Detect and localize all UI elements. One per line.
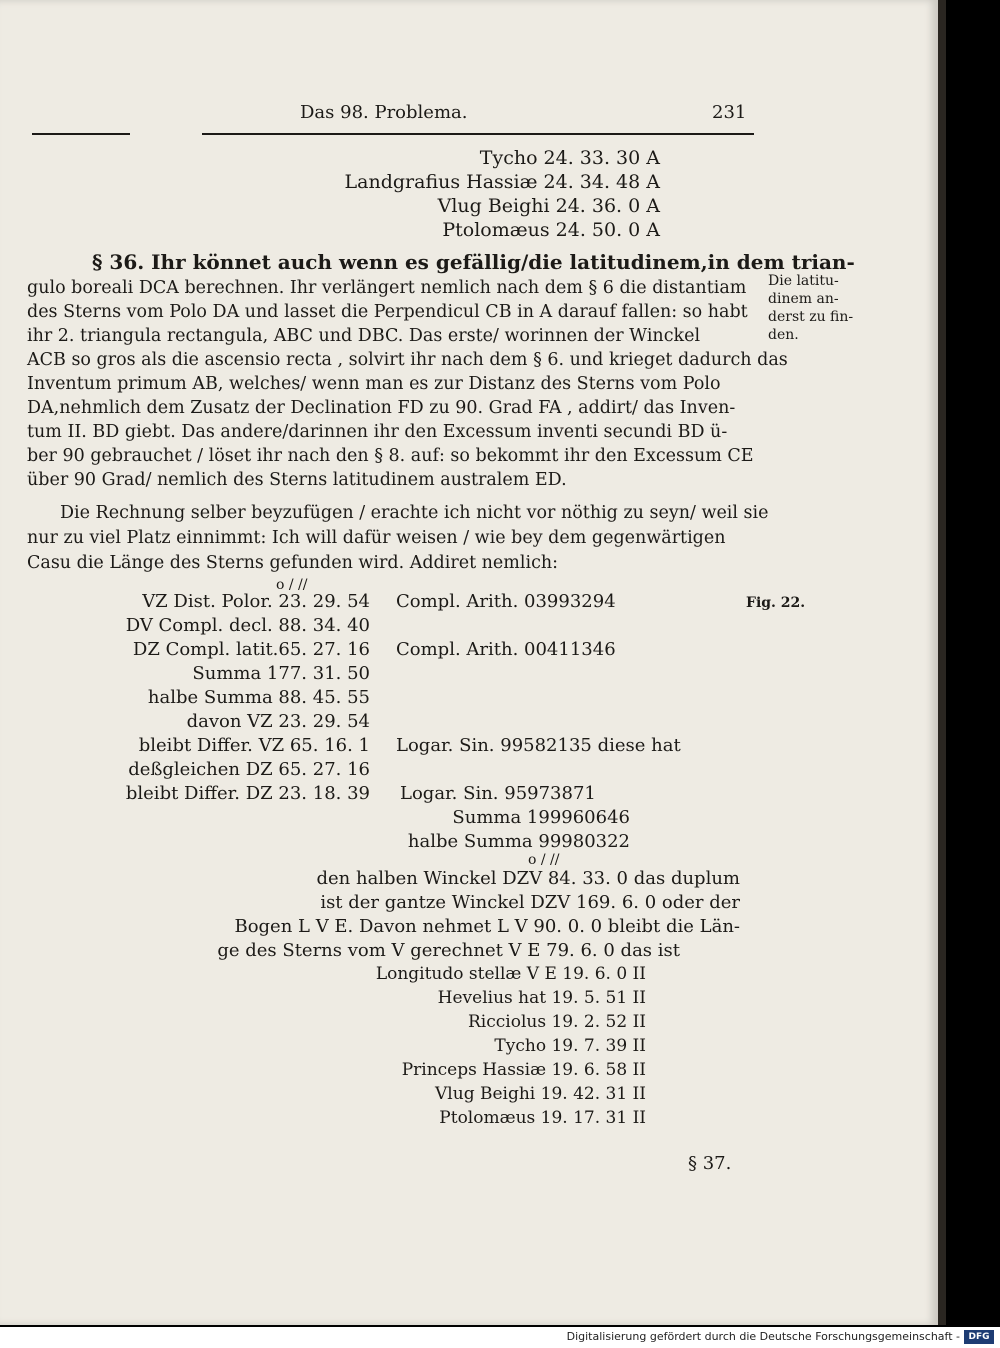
- longitude-row: Ptolomæus 19. 17. 31 II: [439, 1108, 646, 1128]
- sum-line: halbe Summa 99980322: [407, 831, 630, 852]
- table1-row: Tycho 24. 33. 30 A: [479, 147, 660, 169]
- dfg-logo: DFG: [964, 1330, 994, 1344]
- para1-line: ACB so gros als die ascensio recta , solvirt ihr nach dem § 6. und krieget dadurch das: [27, 350, 788, 370]
- sum-line: Summa 199960646: [452, 807, 630, 828]
- table1-row: Ptolomæus 24. 50. 0 A: [442, 219, 660, 241]
- header-rule-right: [202, 133, 754, 135]
- running-title: Das 98. Problema.: [300, 102, 468, 123]
- page-number: 231: [712, 102, 747, 123]
- calc-left: halbe Summa 88. 45. 55: [147, 687, 370, 708]
- catchword: § 37.: [688, 1153, 732, 1174]
- calc-left: deßgleichen DZ 65. 27. 16: [128, 759, 370, 780]
- para1-line: DA,nehmlich dem Zusatz der Declination FD zu 90. Grad FA , addirt/ das Inven-: [27, 398, 736, 418]
- calc-left: bleibt Differ. VZ 65. 16. 1: [138, 735, 370, 756]
- margin-note-line: Die latitu-: [768, 273, 839, 289]
- footer-credit: Digitalisierung gefördert durch die Deutsche Forschungsgemeinschaft -: [566, 1330, 960, 1343]
- para2-line: Casu die Länge des Sterns gefunden wird. Addiret nemlich:: [27, 553, 559, 573]
- margin-note-line: derst zu fin-: [768, 309, 854, 325]
- para1-line: gulo boreali DCA berechnen. Ihr verlängert nemlich nach dem § 6 die distantiam: [27, 278, 747, 298]
- calc-right: Compl. Arith. 03993294: [396, 591, 616, 612]
- longitude-row: Vlug Beighi 19. 42. 31 II: [435, 1084, 646, 1104]
- para1-line: des Sterns vom Polo DA und lasset die Perpendicul CB in A darauf fallen: so habt: [27, 302, 748, 322]
- calc-left: bleibt Differ. DZ 23. 18. 39: [125, 783, 370, 804]
- calc-left: DZ Compl. latit.65. 27. 16: [132, 639, 370, 660]
- longitude-row: Princeps Hassiæ 19. 6. 58 II: [401, 1060, 646, 1080]
- calc-left: Summa 177. 31. 50: [192, 663, 370, 684]
- calc-left: VZ Dist. Polor. 23. 29. 54: [142, 591, 370, 612]
- para2-line: Die Rechnung selber beyzufügen / erachte ich nicht vor nöthig zu seyn/ weil sie: [60, 503, 769, 523]
- result-line: den halben Winckel DZV 84. 33. 0 das duplum: [316, 868, 740, 889]
- margin-note-line: dinem an-: [768, 291, 839, 307]
- longitude-row: Longitudo stellæ V E 19. 6. 0 II: [375, 964, 646, 984]
- margin-note-line: den.: [768, 327, 799, 343]
- para1-line: tum II. BD giebt. Das andere/darinnen ihr den Excessum inventi secundi BD ü-: [27, 422, 728, 442]
- para1-line: über 90 Grad/ nemlich des Sterns latitudinem australem ED.: [27, 470, 567, 490]
- para1-line: ber 90 gebrauchet / löset ihr nach den § 8. auf: so bekommt ihr den Excessum CE: [27, 446, 754, 466]
- para1-line: ihr 2. triangula rectangula, ABC und DBC. Das erste/ worinnen der Winckel: [27, 326, 701, 346]
- table1-row: Vlug Beighi 24. 36. 0 A: [437, 195, 660, 217]
- longitude-row: Tycho 19. 7. 39 II: [494, 1036, 646, 1056]
- calc-left: DV Compl. decl. 88. 34. 40: [125, 615, 370, 636]
- result-line: ge des Sterns vom V gerechnet V E 79. 6. 0 das ist: [217, 940, 680, 961]
- degree-marks: o / //: [276, 577, 308, 593]
- calc-left: davon VZ 23. 29. 54: [186, 711, 370, 732]
- footer-bar: [0, 1327, 1000, 1348]
- table1-row: Landgrafius Hassiæ 24. 34. 48 A: [344, 171, 660, 193]
- longitude-row: Ricciolus 19. 2. 52 II: [468, 1012, 646, 1032]
- figure-reference: Fig. 22.: [746, 595, 806, 611]
- page-edge: [938, 0, 946, 1325]
- section-heading: § 36. Ihr könnet auch wenn es gefällig/die latitudinem,in dem trian-: [92, 250, 855, 274]
- calc-right: Compl. Arith. 00411346: [396, 639, 616, 660]
- para2-line: nur zu viel Platz einnimmt: Ich will dafür weisen / wie bey dem gegenwärtigen: [27, 528, 726, 548]
- calc-right: Logar. Sin. 99582135 diese hat: [396, 735, 681, 756]
- longitude-row: Hevelius hat 19. 5. 51 II: [437, 988, 646, 1008]
- para1-line: Inventum primum AB, welches/ wenn man es zur Distanz des Sterns vom Polo: [27, 374, 721, 394]
- result-line: ist der gantze Winckel DZV 169. 6. 0 oder der: [320, 892, 740, 913]
- result-line: Bogen L V E. Davon nehmet L V 90. 0. 0 bleibt die Län-: [234, 916, 740, 937]
- calc-right: Logar. Sin. 95973871: [400, 783, 596, 804]
- degree-marks: o / //: [528, 852, 560, 868]
- header-rule-left: [32, 133, 130, 135]
